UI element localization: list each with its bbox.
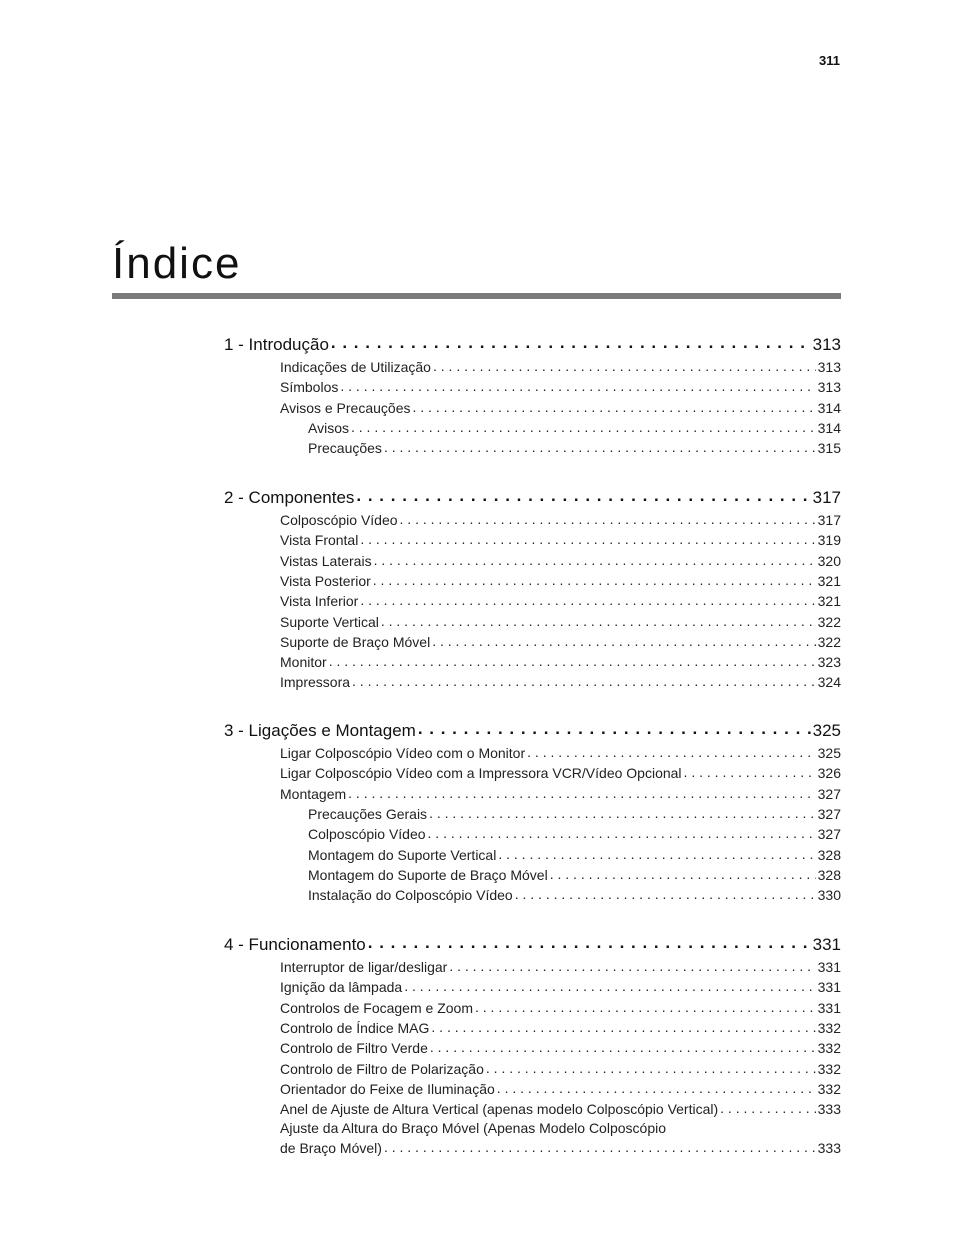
toc-entry-label: Instalação do Colposcópio Vídeo: [308, 887, 513, 904]
toc-entry-label: Precauções Gerais: [308, 805, 428, 822]
toc-entry-page: 325: [817, 745, 841, 761]
toc-entry-page: 332: [817, 1060, 841, 1077]
dot-leader: [356, 486, 810, 503]
toc-entry-page: 330: [817, 887, 841, 904]
dot-leader: [428, 825, 816, 839]
toc-entry-label: Vista Frontal: [280, 532, 359, 549]
toc-entry-label: Monitor: [280, 654, 327, 671]
toc-entry-label: Precauções: [308, 440, 382, 457]
dot-leader: [373, 572, 816, 586]
toc-subsection-entry[interactable]: [280, 358, 841, 375]
dot-leader: [331, 333, 811, 350]
toc-entry-label: Avisos e Precauções: [280, 399, 411, 416]
dot-leader: [475, 999, 816, 1013]
toc-subsection-entry[interactable]: [280, 552, 841, 569]
toc-entry-page: 317: [817, 512, 841, 528]
toc-subsection-entry[interactable]: [280, 653, 841, 670]
toc-entry-page: 328: [817, 846, 841, 863]
toc-entry-label: Controlo de Índice MAG: [280, 1019, 430, 1036]
toc-subsection-entry[interactable]: [280, 958, 841, 975]
dot-leader: [431, 1019, 815, 1033]
toc-subsection-entry[interactable]: [280, 744, 841, 761]
dot-leader: [340, 378, 815, 392]
dot-leader: [429, 805, 816, 819]
toc-subsection-entry[interactable]: [280, 1019, 841, 1036]
toc-entry-label: 4 - Funcionamento: [224, 935, 366, 954]
toc-entry-label: Anel de Ajuste de Altura Vertical (apenas modelo Colposcópio Vertical): [280, 1101, 719, 1118]
toc-entry-label: Símbolos: [280, 379, 339, 396]
page-title: Índice: [112, 239, 242, 288]
dot-leader: [360, 531, 815, 545]
toc-entry-page: 313: [817, 379, 841, 396]
toc-entry-page: 320: [817, 552, 841, 569]
dot-leader: [384, 439, 816, 453]
toc-entry-label: Controlos de Focagem e Zoom: [280, 999, 473, 1016]
toc-entry-label: 1 - Introdução: [224, 335, 329, 354]
toc-entry-label: de Braço Móvel): [280, 1140, 382, 1157]
dot-leader: [684, 764, 816, 778]
dot-leader: [384, 1139, 816, 1153]
toc-subsection-entry[interactable]: [280, 378, 841, 395]
toc-entry-page: 317: [812, 488, 841, 507]
toc-entry-page: 327: [817, 826, 841, 843]
toc-entry-page: 332: [817, 1080, 841, 1097]
dot-leader: [432, 633, 815, 647]
toc-entry-page: 314: [817, 399, 841, 416]
toc-subsection-entry[interactable]: [280, 613, 841, 630]
toc-entry-page: 324: [817, 674, 841, 691]
dot-leader: [404, 978, 815, 992]
toc-entry-page: 322: [817, 633, 841, 650]
toc-chapter-heading[interactable]: [224, 933, 841, 955]
dot-leader: [412, 399, 815, 413]
toc-subsection-entry[interactable]: [280, 633, 841, 650]
toc-entry-page: 313: [817, 359, 841, 375]
toc-entry-page: 313: [812, 335, 841, 354]
toc-entry-label: 3 - Ligações e Montagem: [224, 721, 416, 740]
toc-entry-page: 331: [817, 999, 841, 1016]
toc-subsection-entry[interactable]: [280, 1080, 841, 1097]
dot-leader: [497, 1080, 816, 1094]
dot-leader: [381, 613, 816, 627]
dot-leader: [720, 1100, 815, 1114]
toc-entry-page: 314: [817, 419, 841, 436]
toc-entry-page: 321: [817, 593, 841, 610]
toc-entry-page: 331: [817, 959, 841, 975]
toc-entry-label: 2 - Componentes: [224, 488, 355, 507]
toc-entry-page: 332: [817, 1019, 841, 1036]
toc-entry-page: 319: [817, 532, 841, 549]
toc-subsection-entry[interactable]: [280, 764, 841, 781]
toc-entry-label: Ligar Colposcópio Vídeo com o Monitor: [280, 745, 526, 761]
dot-leader: [486, 1060, 816, 1074]
dot-leader: [498, 846, 815, 860]
toc-entry-label: Colposcópio Vídeo: [280, 512, 398, 528]
toc-entry-label: Vista Inferior: [280, 593, 359, 610]
toc-entry-label: Vista Posterior: [280, 572, 371, 589]
toc-subsection-entry[interactable]: [280, 511, 841, 528]
toc-entry-label: Controlo de Filtro de Polarização: [280, 1060, 484, 1077]
toc-subsection-entry[interactable]: [280, 978, 841, 995]
toc-subsubsection-entry[interactable]: [308, 866, 841, 883]
dot-leader: [527, 744, 816, 758]
toc-entry-label: Impressora: [280, 674, 351, 691]
dot-leader: [433, 358, 816, 372]
page-number: 311: [819, 53, 840, 68]
toc-entry-label: Vistas Laterais: [280, 552, 372, 569]
toc-entry-page: 321: [817, 572, 841, 589]
dot-leader: [400, 511, 816, 525]
toc-subsection-entry[interactable]: [280, 1100, 841, 1117]
toc-entry-page: 327: [817, 785, 841, 802]
toc-entry-page: 333: [817, 1101, 841, 1118]
toc-entry-page: 327: [817, 805, 841, 822]
toc-chapter-heading[interactable]: [224, 719, 841, 741]
toc-subsubsection-entry[interactable]: [308, 805, 841, 822]
toc-entry-label: Suporte Vertical: [280, 613, 379, 630]
toc-subsection-entry[interactable]: [280, 1039, 841, 1056]
toc-entry-label: Controlo de Filtro Verde: [280, 1040, 428, 1057]
toc-entry-page: 322: [817, 613, 841, 630]
toc-entry-page: 326: [817, 765, 841, 782]
toc-entry-label: Indicações de Utilização: [280, 359, 431, 375]
toc-entry-page: 323: [817, 654, 841, 671]
dot-leader: [418, 719, 811, 736]
dot-leader: [351, 419, 816, 433]
toc-entry-label-continued: Ajuste da Altura do Braço Móvel (Apenas Modelo Colposcópio: [280, 1120, 666, 1137]
toc-entry-label: Interruptor de ligar/desligar: [280, 959, 448, 975]
toc-entry-page: 331: [812, 935, 841, 954]
dot-leader: [430, 1039, 816, 1053]
toc-subsection-entry[interactable]: [280, 592, 841, 609]
toc-subsection-entry[interactable]: [280, 572, 841, 589]
toc-entry-label: Montagem do Suporte Vertical: [308, 846, 497, 863]
toc-entry-label: Colposcópio Vídeo: [308, 826, 426, 843]
toc-entry-page: 328: [817, 866, 841, 883]
toc-entry-page: 325: [812, 721, 841, 740]
toc-subsection-entry[interactable]: [280, 785, 841, 802]
dot-leader: [348, 785, 815, 799]
dot-leader: [515, 886, 816, 900]
toc-subsubsection-entry[interactable]: [308, 439, 841, 456]
toc-entry-label: Ligar Colposcópio Vídeo com a Impressora VCR/Vídeo Opcional: [280, 765, 682, 782]
toc-subsection-entry[interactable]: [280, 673, 841, 690]
toc-subsubsection-entry[interactable]: [308, 825, 841, 842]
toc-entry-label: Orientador do Feixe de Iluminação: [280, 1080, 495, 1097]
toc-entry-page: 332: [817, 1040, 841, 1057]
toc-subsection-entry[interactable]: [280, 399, 841, 416]
toc-entry-label: Avisos: [308, 419, 349, 436]
toc-subsection-entry[interactable]: [280, 999, 841, 1016]
dot-leader: [368, 933, 811, 950]
dot-leader: [329, 653, 816, 667]
dot-leader: [352, 673, 816, 687]
toc-chapter-heading[interactable]: [224, 333, 841, 355]
dot-leader: [374, 552, 816, 566]
toc-entry-label: Montagem: [280, 785, 347, 802]
dot-leader: [550, 866, 816, 880]
toc-subsection-entry[interactable]: [280, 1139, 841, 1156]
toc-entry-label: Ignição da lâmpada: [280, 979, 403, 996]
dot-leader: [360, 592, 815, 606]
toc-entry-label: Montagem do Suporte de Braço Móvel: [308, 866, 548, 883]
toc-subsection-entry[interactable]: [280, 531, 841, 548]
toc-subsubsection-entry[interactable]: [308, 419, 841, 436]
toc-subsubsection-entry[interactable]: [308, 886, 841, 903]
dot-leader: [449, 958, 815, 972]
title-rule: [112, 293, 841, 299]
toc-entry-label: Suporte de Braço Móvel: [280, 633, 431, 650]
toc-chapter-heading[interactable]: [224, 486, 841, 508]
toc-subsubsection-entry[interactable]: [308, 846, 841, 863]
toc-subsection-entry[interactable]: [280, 1060, 841, 1077]
toc-entry-page: 333: [817, 1140, 841, 1157]
toc-entry-page: 315: [817, 440, 841, 457]
toc-entry-page: 331: [817, 979, 841, 996]
